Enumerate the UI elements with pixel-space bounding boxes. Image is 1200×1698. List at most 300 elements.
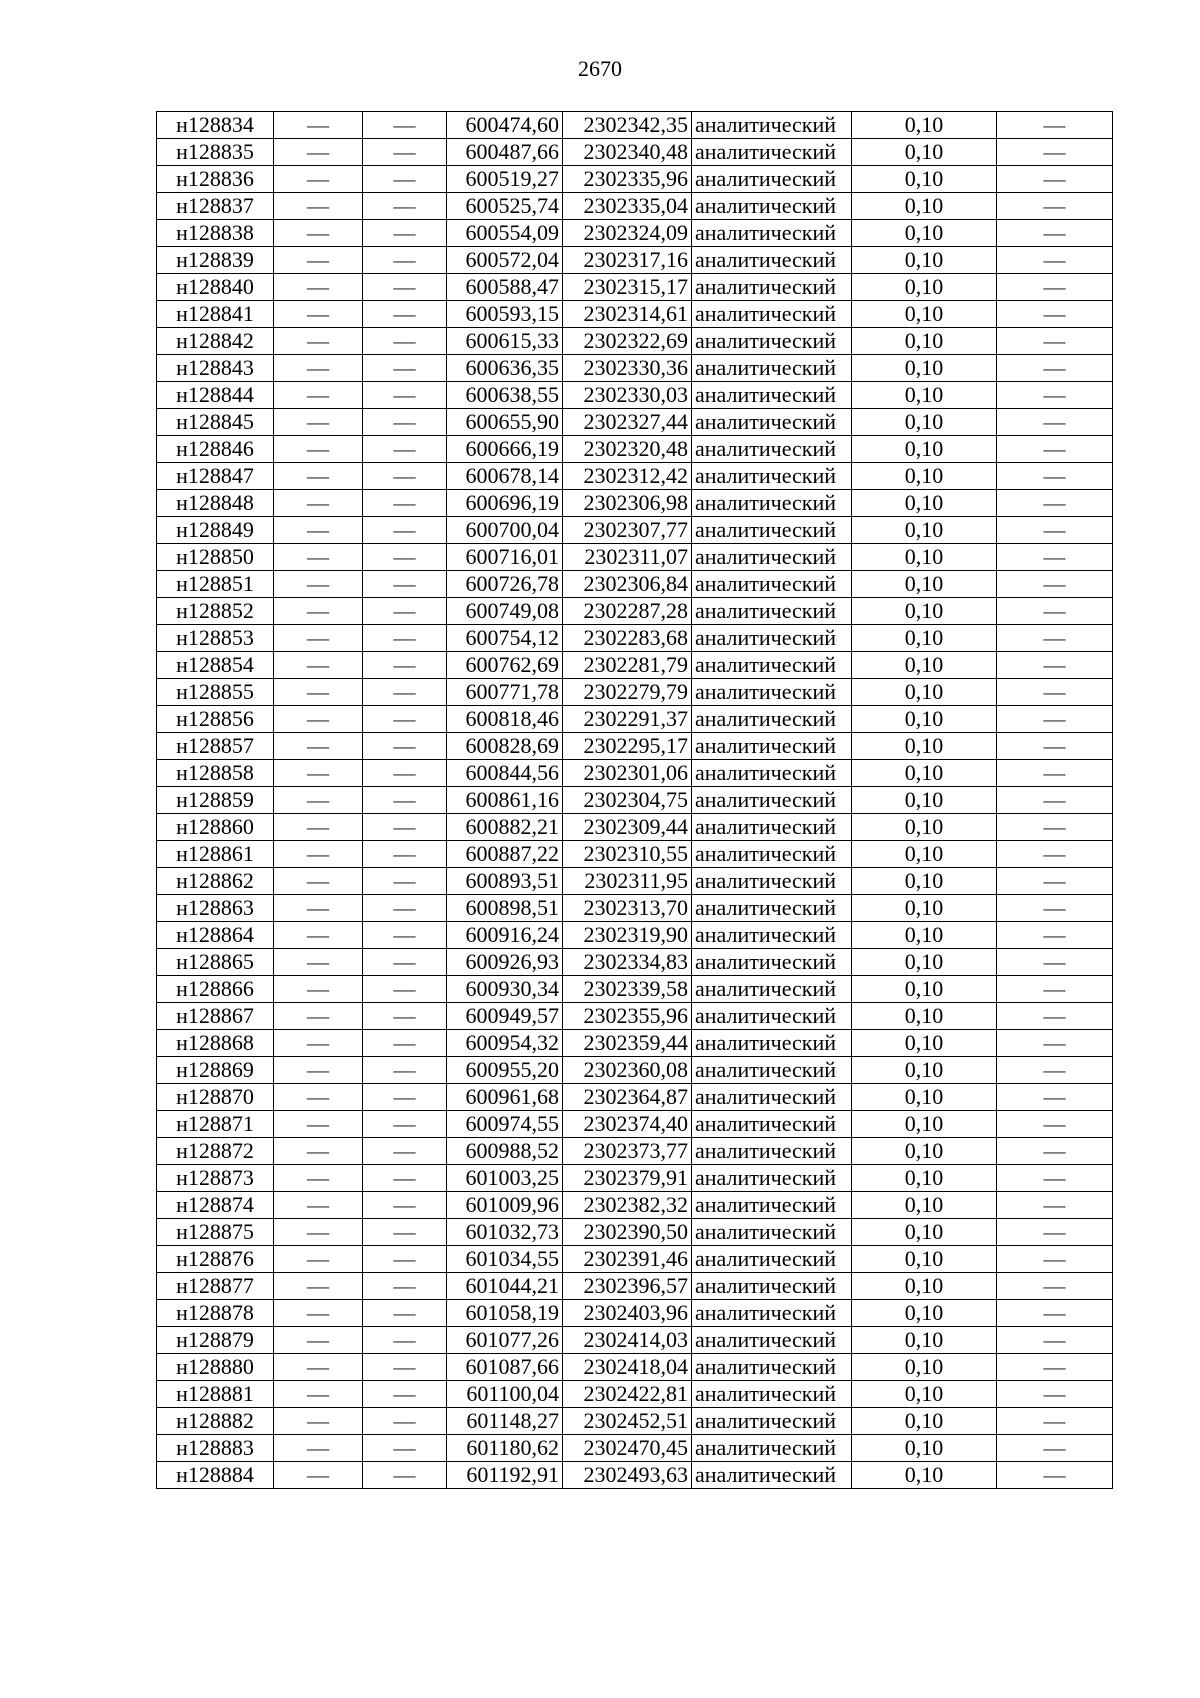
coordinate-y-cell: 2302306,98 bbox=[563, 490, 692, 517]
table-row bbox=[157, 328, 1113, 355]
coordinate-y-cell: 2302414,03 bbox=[563, 1327, 692, 1354]
point-id-cell: н128877 bbox=[157, 1273, 274, 1300]
accuracy-cell: 0,10 bbox=[852, 166, 997, 193]
coordinate-x-cell: 601003,25 bbox=[447, 1165, 563, 1192]
accuracy-cell: 0,10 bbox=[852, 814, 997, 841]
empty-value-cell: — bbox=[274, 166, 363, 193]
accuracy-cell: 0,10 bbox=[852, 1273, 997, 1300]
description-cell: — bbox=[997, 1165, 1113, 1192]
empty-value-cell: — bbox=[274, 1138, 363, 1165]
description-cell: — bbox=[997, 706, 1113, 733]
point-id-cell: н128872 bbox=[157, 1138, 274, 1165]
empty-value-cell: — bbox=[363, 679, 447, 706]
empty-value-cell: — bbox=[274, 409, 363, 436]
coordinate-x-cell: 601077,26 bbox=[447, 1327, 563, 1354]
coordinate-y-cell: 2302307,77 bbox=[563, 517, 692, 544]
accuracy-cell: 0,10 bbox=[852, 1300, 997, 1327]
coordinate-y-cell: 2302335,04 bbox=[563, 193, 692, 220]
accuracy-cell: 0,10 bbox=[852, 301, 997, 328]
coordinate-x-cell: 600636,35 bbox=[447, 355, 563, 382]
coordinate-x-cell: 600554,09 bbox=[447, 220, 563, 247]
coordinate-y-cell: 2302311,95 bbox=[563, 868, 692, 895]
table-row bbox=[157, 490, 1113, 517]
empty-value-cell: — bbox=[363, 355, 447, 382]
table-row bbox=[157, 1435, 1113, 1462]
point-id-cell: н128858 bbox=[157, 760, 274, 787]
empty-value-cell: — bbox=[363, 598, 447, 625]
coordinate-y-cell: 2302339,58 bbox=[563, 976, 692, 1003]
point-id-cell: н128876 bbox=[157, 1246, 274, 1273]
method-cell: аналитический bbox=[692, 868, 852, 895]
table-row bbox=[157, 598, 1113, 625]
coordinate-y-cell: 2302295,17 bbox=[563, 733, 692, 760]
table-row bbox=[157, 1165, 1113, 1192]
empty-value-cell: — bbox=[363, 571, 447, 598]
coordinate-x-cell: 600700,04 bbox=[447, 517, 563, 544]
coordinate-x-cell: 600887,22 bbox=[447, 841, 563, 868]
empty-value-cell: — bbox=[363, 1435, 447, 1462]
accuracy-cell: 0,10 bbox=[852, 733, 997, 760]
point-id-cell: н128884 bbox=[157, 1462, 274, 1489]
coordinate-x-cell: 600572,04 bbox=[447, 247, 563, 274]
coordinate-y-cell: 2302330,36 bbox=[563, 355, 692, 382]
empty-value-cell: — bbox=[363, 1030, 447, 1057]
coordinate-x-cell: 600655,90 bbox=[447, 409, 563, 436]
description-cell: — bbox=[997, 301, 1113, 328]
empty-value-cell: — bbox=[274, 652, 363, 679]
coordinate-y-cell: 2302373,77 bbox=[563, 1138, 692, 1165]
empty-value-cell: — bbox=[274, 139, 363, 166]
table-row bbox=[157, 1462, 1113, 1489]
accuracy-cell: 0,10 bbox=[852, 139, 997, 166]
table-row bbox=[157, 112, 1113, 139]
table-row bbox=[157, 1030, 1113, 1057]
description-cell: — bbox=[997, 463, 1113, 490]
coordinate-y-cell: 2302390,50 bbox=[563, 1219, 692, 1246]
table-row bbox=[157, 166, 1113, 193]
table-row bbox=[157, 436, 1113, 463]
empty-value-cell: — bbox=[274, 274, 363, 301]
empty-value-cell: — bbox=[363, 1057, 447, 1084]
table-row bbox=[157, 1219, 1113, 1246]
point-id-cell: н128882 bbox=[157, 1408, 274, 1435]
coordinate-y-cell: 2302470,45 bbox=[563, 1435, 692, 1462]
method-cell: аналитический bbox=[692, 598, 852, 625]
table-row bbox=[157, 1327, 1113, 1354]
accuracy-cell: 0,10 bbox=[852, 193, 997, 220]
empty-value-cell: — bbox=[363, 436, 447, 463]
method-cell: аналитический bbox=[692, 193, 852, 220]
empty-value-cell: — bbox=[274, 517, 363, 544]
coordinate-x-cell: 601100,04 bbox=[447, 1381, 563, 1408]
coordinate-y-cell: 2302340,48 bbox=[563, 139, 692, 166]
empty-value-cell: — bbox=[363, 760, 447, 787]
point-id-cell: н128843 bbox=[157, 355, 274, 382]
point-id-cell: н128875 bbox=[157, 1219, 274, 1246]
empty-value-cell: — bbox=[363, 1300, 447, 1327]
method-cell: аналитический bbox=[692, 1138, 852, 1165]
description-cell: — bbox=[997, 247, 1113, 274]
point-id-cell: н128841 bbox=[157, 301, 274, 328]
coordinate-y-cell: 2302312,42 bbox=[563, 463, 692, 490]
method-cell: аналитический bbox=[692, 1327, 852, 1354]
method-cell: аналитический bbox=[692, 409, 852, 436]
point-id-cell: н128837 bbox=[157, 193, 274, 220]
description-cell: — bbox=[997, 193, 1113, 220]
table-row bbox=[157, 1354, 1113, 1381]
method-cell: аналитический bbox=[692, 247, 852, 274]
accuracy-cell: 0,10 bbox=[852, 220, 997, 247]
description-cell: — bbox=[997, 814, 1113, 841]
accuracy-cell: 0,10 bbox=[852, 895, 997, 922]
coordinate-x-cell: 600754,12 bbox=[447, 625, 563, 652]
empty-value-cell: — bbox=[363, 1219, 447, 1246]
point-id-cell: н128842 bbox=[157, 328, 274, 355]
description-cell: — bbox=[997, 355, 1113, 382]
accuracy-cell: 0,10 bbox=[852, 1354, 997, 1381]
point-id-cell: н128848 bbox=[157, 490, 274, 517]
description-cell: — bbox=[997, 1327, 1113, 1354]
empty-value-cell: — bbox=[274, 598, 363, 625]
empty-value-cell: — bbox=[363, 247, 447, 274]
table-row bbox=[157, 517, 1113, 544]
empty-value-cell: — bbox=[274, 1030, 363, 1057]
coordinate-y-cell: 2302313,70 bbox=[563, 895, 692, 922]
accuracy-cell: 0,10 bbox=[852, 1003, 997, 1030]
table-row bbox=[157, 787, 1113, 814]
coordinate-x-cell: 601148,27 bbox=[447, 1408, 563, 1435]
coordinate-y-cell: 2302391,46 bbox=[563, 1246, 692, 1273]
table-row bbox=[157, 1057, 1113, 1084]
empty-value-cell: — bbox=[274, 895, 363, 922]
coordinate-x-cell: 601032,73 bbox=[447, 1219, 563, 1246]
empty-value-cell: — bbox=[363, 382, 447, 409]
method-cell: аналитический bbox=[692, 112, 852, 139]
table-row bbox=[157, 1273, 1113, 1300]
page-number: 2670 bbox=[578, 56, 622, 81]
empty-value-cell: — bbox=[274, 1354, 363, 1381]
table-row bbox=[157, 220, 1113, 247]
table-row bbox=[157, 841, 1113, 868]
point-id-cell: н128862 bbox=[157, 868, 274, 895]
point-id-cell: н128874 bbox=[157, 1192, 274, 1219]
coordinate-x-cell: 601087,66 bbox=[447, 1354, 563, 1381]
empty-value-cell: — bbox=[363, 949, 447, 976]
coordinate-y-cell: 2302342,35 bbox=[563, 112, 692, 139]
empty-value-cell: — bbox=[274, 112, 363, 139]
coordinate-y-cell: 2302360,08 bbox=[563, 1057, 692, 1084]
point-id-cell: н128857 bbox=[157, 733, 274, 760]
method-cell: аналитический bbox=[692, 139, 852, 166]
description-cell: — bbox=[997, 949, 1113, 976]
table-row bbox=[157, 571, 1113, 598]
method-cell: аналитический bbox=[692, 382, 852, 409]
coordinate-x-cell: 600861,16 bbox=[447, 787, 563, 814]
point-id-cell: н128856 bbox=[157, 706, 274, 733]
accuracy-cell: 0,10 bbox=[852, 760, 997, 787]
method-cell: аналитический bbox=[692, 166, 852, 193]
coordinate-y-cell: 2302493,63 bbox=[563, 1462, 692, 1489]
coordinate-x-cell: 601009,96 bbox=[447, 1192, 563, 1219]
coordinate-y-cell: 2302314,61 bbox=[563, 301, 692, 328]
table-row bbox=[157, 679, 1113, 706]
empty-value-cell: — bbox=[274, 841, 363, 868]
point-id-cell: н128836 bbox=[157, 166, 274, 193]
description-cell: — bbox=[997, 382, 1113, 409]
empty-value-cell: — bbox=[274, 949, 363, 976]
method-cell: аналитический bbox=[692, 733, 852, 760]
method-cell: аналитический bbox=[692, 517, 852, 544]
accuracy-cell: 0,10 bbox=[852, 247, 997, 274]
method-cell: аналитический bbox=[692, 1300, 852, 1327]
empty-value-cell: — bbox=[274, 1192, 363, 1219]
description-cell: — bbox=[997, 841, 1113, 868]
empty-value-cell: — bbox=[363, 139, 447, 166]
method-cell: аналитический bbox=[692, 1030, 852, 1057]
empty-value-cell: — bbox=[274, 301, 363, 328]
coordinate-x-cell: 600844,56 bbox=[447, 760, 563, 787]
coordinate-x-cell: 600525,74 bbox=[447, 193, 563, 220]
accuracy-cell: 0,10 bbox=[852, 382, 997, 409]
table-row bbox=[157, 463, 1113, 490]
accuracy-cell: 0,10 bbox=[852, 1165, 997, 1192]
empty-value-cell: — bbox=[363, 301, 447, 328]
method-cell: аналитический bbox=[692, 1408, 852, 1435]
method-cell: аналитический bbox=[692, 895, 852, 922]
point-id-cell: н128835 bbox=[157, 139, 274, 166]
point-id-cell: н128834 bbox=[157, 112, 274, 139]
coordinate-y-cell: 2302317,16 bbox=[563, 247, 692, 274]
empty-value-cell: — bbox=[274, 1327, 363, 1354]
empty-value-cell: — bbox=[274, 760, 363, 787]
description-cell: — bbox=[997, 1435, 1113, 1462]
coordinate-y-cell: 2302330,03 bbox=[563, 382, 692, 409]
description-cell: — bbox=[997, 1138, 1113, 1165]
empty-value-cell: — bbox=[274, 463, 363, 490]
description-cell: — bbox=[997, 1111, 1113, 1138]
description-cell: — bbox=[997, 544, 1113, 571]
table-row bbox=[157, 922, 1113, 949]
table-row bbox=[157, 1003, 1113, 1030]
coordinate-y-cell: 2302315,17 bbox=[563, 274, 692, 301]
accuracy-cell: 0,10 bbox=[852, 463, 997, 490]
coordinate-y-cell: 2302319,90 bbox=[563, 922, 692, 949]
empty-value-cell: — bbox=[274, 1300, 363, 1327]
accuracy-cell: 0,10 bbox=[852, 328, 997, 355]
point-id-cell: н128866 bbox=[157, 976, 274, 1003]
description-cell: — bbox=[997, 652, 1113, 679]
table-row bbox=[157, 193, 1113, 220]
table-row bbox=[157, 1408, 1113, 1435]
point-id-cell: н128881 bbox=[157, 1381, 274, 1408]
coordinate-x-cell: 600638,55 bbox=[447, 382, 563, 409]
table-row bbox=[157, 733, 1113, 760]
accuracy-cell: 0,10 bbox=[852, 544, 997, 571]
point-id-cell: н128871 bbox=[157, 1111, 274, 1138]
coordinate-x-cell: 600678,14 bbox=[447, 463, 563, 490]
table-row bbox=[157, 814, 1113, 841]
table-row bbox=[157, 409, 1113, 436]
empty-value-cell: — bbox=[363, 706, 447, 733]
empty-value-cell: — bbox=[363, 1084, 447, 1111]
empty-value-cell: — bbox=[274, 220, 363, 247]
method-cell: аналитический bbox=[692, 1435, 852, 1462]
description-cell: — bbox=[997, 1300, 1113, 1327]
description-cell: — bbox=[997, 598, 1113, 625]
table-row bbox=[157, 760, 1113, 787]
method-cell: аналитический bbox=[692, 1246, 852, 1273]
accuracy-cell: 0,10 bbox=[852, 976, 997, 1003]
coordinate-x-cell: 600893,51 bbox=[447, 868, 563, 895]
table-row bbox=[157, 895, 1113, 922]
point-id-cell: н128878 bbox=[157, 1300, 274, 1327]
empty-value-cell: — bbox=[274, 328, 363, 355]
description-cell: — bbox=[997, 868, 1113, 895]
coordinate-x-cell: 600916,24 bbox=[447, 922, 563, 949]
description-cell: — bbox=[997, 436, 1113, 463]
coordinate-x-cell: 600615,33 bbox=[447, 328, 563, 355]
description-cell: — bbox=[997, 409, 1113, 436]
description-cell: — bbox=[997, 733, 1113, 760]
accuracy-cell: 0,10 bbox=[852, 112, 997, 139]
method-cell: аналитический bbox=[692, 463, 852, 490]
method-cell: аналитический bbox=[692, 949, 852, 976]
method-cell: аналитический bbox=[692, 1381, 852, 1408]
point-id-cell: н128863 bbox=[157, 895, 274, 922]
accuracy-cell: 0,10 bbox=[852, 598, 997, 625]
description-cell: — bbox=[997, 895, 1113, 922]
empty-value-cell: — bbox=[363, 733, 447, 760]
description-cell: — bbox=[997, 1354, 1113, 1381]
method-cell: аналитический bbox=[692, 679, 852, 706]
coordinate-x-cell: 600726,78 bbox=[447, 571, 563, 598]
accuracy-cell: 0,10 bbox=[852, 355, 997, 382]
coordinate-x-cell: 600487,66 bbox=[447, 139, 563, 166]
method-cell: аналитический bbox=[692, 787, 852, 814]
coordinate-x-cell: 600519,27 bbox=[447, 166, 563, 193]
coordinate-x-cell: 600593,15 bbox=[447, 301, 563, 328]
coordinate-x-cell: 600955,20 bbox=[447, 1057, 563, 1084]
empty-value-cell: — bbox=[363, 976, 447, 1003]
coordinate-x-cell: 600474,60 bbox=[447, 112, 563, 139]
table-row bbox=[157, 544, 1113, 571]
point-id-cell: н128861 bbox=[157, 841, 274, 868]
empty-value-cell: — bbox=[363, 787, 447, 814]
coordinate-x-cell: 600974,55 bbox=[447, 1111, 563, 1138]
point-id-cell: н128854 bbox=[157, 652, 274, 679]
point-id-cell: н128844 bbox=[157, 382, 274, 409]
empty-value-cell: — bbox=[274, 787, 363, 814]
table-row bbox=[157, 1246, 1113, 1273]
accuracy-cell: 0,10 bbox=[852, 1111, 997, 1138]
empty-value-cell: — bbox=[274, 1462, 363, 1489]
coordinate-y-cell: 2302322,69 bbox=[563, 328, 692, 355]
table-row bbox=[157, 949, 1113, 976]
accuracy-cell: 0,10 bbox=[852, 1408, 997, 1435]
accuracy-cell: 0,10 bbox=[852, 868, 997, 895]
coordinate-x-cell: 600949,57 bbox=[447, 1003, 563, 1030]
empty-value-cell: — bbox=[274, 544, 363, 571]
description-cell: — bbox=[997, 166, 1113, 193]
method-cell: аналитический bbox=[692, 652, 852, 679]
description-cell: — bbox=[997, 1273, 1113, 1300]
table-row bbox=[157, 247, 1113, 274]
accuracy-cell: 0,10 bbox=[852, 841, 997, 868]
description-cell: — bbox=[997, 1057, 1113, 1084]
coordinate-x-cell: 601192,91 bbox=[447, 1462, 563, 1489]
empty-value-cell: — bbox=[363, 895, 447, 922]
coordinate-x-cell: 600828,69 bbox=[447, 733, 563, 760]
coordinate-x-cell: 600961,68 bbox=[447, 1084, 563, 1111]
point-id-cell: н128860 bbox=[157, 814, 274, 841]
empty-value-cell: — bbox=[363, 274, 447, 301]
accuracy-cell: 0,10 bbox=[852, 1246, 997, 1273]
empty-value-cell: — bbox=[274, 1057, 363, 1084]
empty-value-cell: — bbox=[274, 1219, 363, 1246]
point-id-cell: н128870 bbox=[157, 1084, 274, 1111]
method-cell: аналитический bbox=[692, 1462, 852, 1489]
coordinate-x-cell: 600926,93 bbox=[447, 949, 563, 976]
point-id-cell: н128880 bbox=[157, 1354, 274, 1381]
description-cell: — bbox=[997, 1084, 1113, 1111]
method-cell: аналитический bbox=[692, 760, 852, 787]
empty-value-cell: — bbox=[274, 436, 363, 463]
description-cell: — bbox=[997, 1030, 1113, 1057]
coordinate-y-cell: 2302281,79 bbox=[563, 652, 692, 679]
point-id-cell: н128847 bbox=[157, 463, 274, 490]
coordinate-x-cell: 601044,21 bbox=[447, 1273, 563, 1300]
empty-value-cell: — bbox=[274, 382, 363, 409]
coordinate-y-cell: 2302379,91 bbox=[563, 1165, 692, 1192]
coordinate-y-cell: 2302359,44 bbox=[563, 1030, 692, 1057]
empty-value-cell: — bbox=[274, 1084, 363, 1111]
table-row bbox=[157, 868, 1113, 895]
coordinate-y-cell: 2302403,96 bbox=[563, 1300, 692, 1327]
accuracy-cell: 0,10 bbox=[852, 1030, 997, 1057]
empty-value-cell: — bbox=[363, 166, 447, 193]
table-row bbox=[157, 382, 1113, 409]
description-cell: — bbox=[997, 1462, 1113, 1489]
coordinate-y-cell: 2302304,75 bbox=[563, 787, 692, 814]
table-row bbox=[157, 1381, 1113, 1408]
accuracy-cell: 0,10 bbox=[852, 1192, 997, 1219]
empty-value-cell: — bbox=[274, 814, 363, 841]
accuracy-cell: 0,10 bbox=[852, 409, 997, 436]
coordinate-x-cell: 600930,34 bbox=[447, 976, 563, 1003]
table-row bbox=[157, 355, 1113, 382]
empty-value-cell: — bbox=[274, 1246, 363, 1273]
description-cell: — bbox=[997, 112, 1113, 139]
empty-value-cell: — bbox=[274, 625, 363, 652]
description-cell: — bbox=[997, 1381, 1113, 1408]
coordinate-y-cell: 2302287,28 bbox=[563, 598, 692, 625]
table-row bbox=[157, 1138, 1113, 1165]
accuracy-cell: 0,10 bbox=[852, 1057, 997, 1084]
table-body bbox=[157, 112, 1113, 1489]
point-id-cell: н128869 bbox=[157, 1057, 274, 1084]
coordinate-x-cell: 600749,08 bbox=[447, 598, 563, 625]
empty-value-cell: — bbox=[363, 1003, 447, 1030]
empty-value-cell: — bbox=[274, 247, 363, 274]
method-cell: аналитический bbox=[692, 625, 852, 652]
description-cell: — bbox=[997, 274, 1113, 301]
description-cell: — bbox=[997, 139, 1113, 166]
coordinate-y-cell: 2302382,32 bbox=[563, 1192, 692, 1219]
point-id-cell: н128851 bbox=[157, 571, 274, 598]
coordinate-y-cell: 2302324,09 bbox=[563, 220, 692, 247]
empty-value-cell: — bbox=[274, 868, 363, 895]
coordinate-y-cell: 2302335,96 bbox=[563, 166, 692, 193]
